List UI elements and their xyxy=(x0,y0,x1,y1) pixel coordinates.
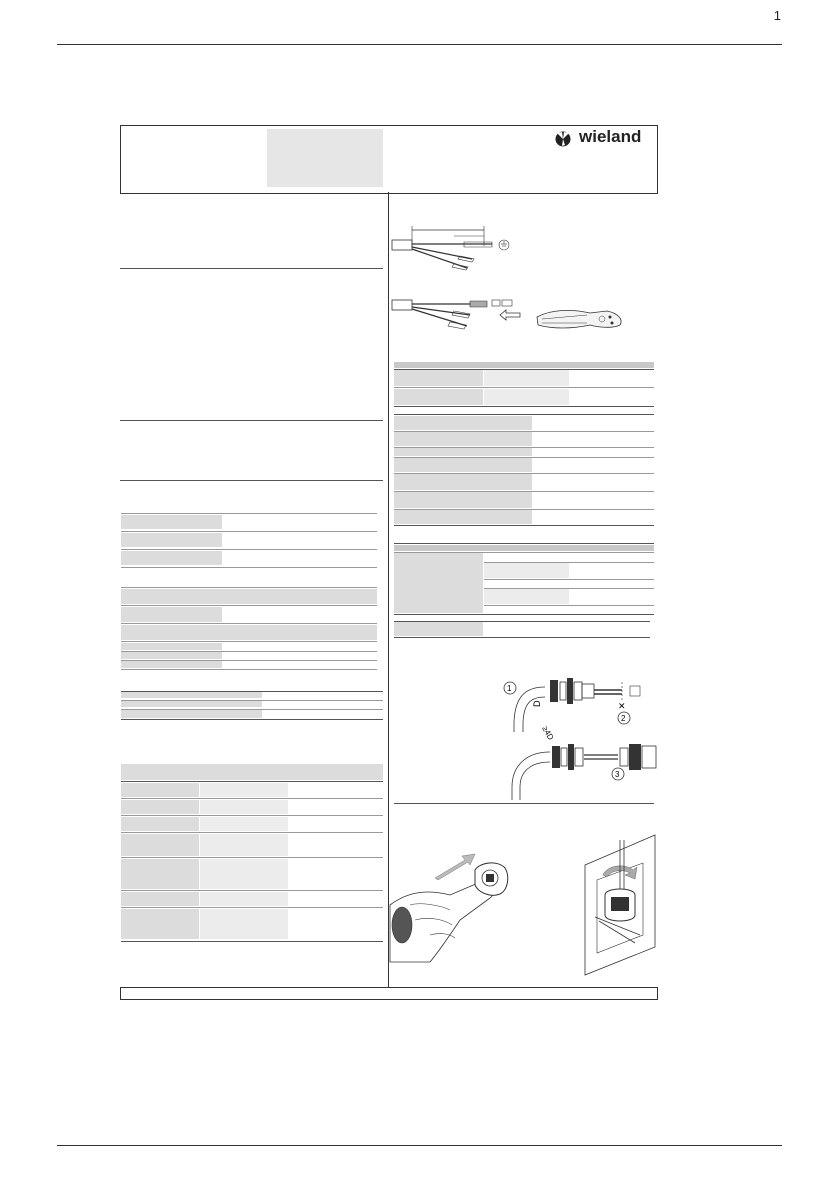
table-row-line xyxy=(121,660,377,661)
table-row-line xyxy=(394,614,654,615)
brand-name: wieland xyxy=(579,127,642,146)
left-section-rule-1 xyxy=(120,268,383,269)
table-row-line xyxy=(121,587,377,588)
table-cell xyxy=(394,492,532,508)
table-row-line xyxy=(121,641,377,642)
step-2-label: 2 xyxy=(621,714,626,723)
table-row-line xyxy=(394,637,650,638)
table-cell xyxy=(121,661,222,668)
table-cell xyxy=(121,909,199,939)
table-row-line xyxy=(394,406,654,407)
table-row-line xyxy=(394,491,654,492)
table-cell xyxy=(394,553,483,613)
table-row-line xyxy=(394,457,654,458)
table-cell xyxy=(121,800,199,814)
connector-assembly-diagram xyxy=(500,672,665,802)
table-cell xyxy=(200,909,288,939)
table-row-line xyxy=(121,781,383,782)
table-row-line xyxy=(121,605,377,606)
table-row-line xyxy=(394,431,654,432)
right-section-rule xyxy=(394,803,654,804)
table-row-line xyxy=(394,473,654,474)
table-row-line xyxy=(121,890,383,891)
table-cell xyxy=(394,510,532,524)
page-number: 1 xyxy=(773,8,781,23)
table-row-line xyxy=(121,651,377,652)
step-3-label: 3 xyxy=(615,770,620,779)
table-row-line xyxy=(394,621,650,622)
cable-stripping-diagram xyxy=(392,222,522,272)
table-row-line xyxy=(121,907,383,908)
table-row-line xyxy=(121,700,383,701)
table-cell xyxy=(394,448,532,456)
table-row-line xyxy=(394,447,654,448)
table-row-line xyxy=(121,798,383,799)
step-x-mark: ✕ xyxy=(618,701,626,711)
table-cell xyxy=(394,622,483,636)
table-cell xyxy=(121,834,199,856)
table-header-cell xyxy=(121,625,377,640)
table-row-line xyxy=(121,691,383,692)
table-cell xyxy=(200,892,288,906)
header-box xyxy=(120,125,658,194)
table-row-line xyxy=(394,525,654,526)
table-cell xyxy=(484,370,569,386)
table-cell xyxy=(394,416,532,430)
table-row-line xyxy=(121,513,377,514)
table-row-line xyxy=(121,719,383,720)
table-cell xyxy=(121,710,262,718)
table-cell xyxy=(121,701,262,707)
table-cell xyxy=(394,432,532,446)
top-page-rule xyxy=(57,44,782,45)
table-row-line xyxy=(121,531,377,532)
table-row-line xyxy=(121,709,383,710)
table-row-line xyxy=(394,552,654,553)
step-1-label: 1 xyxy=(507,684,512,693)
table-row-line xyxy=(484,579,654,580)
ground-symbol-icon xyxy=(499,240,509,250)
left-section-rule-3 xyxy=(120,480,383,481)
table-header-cell xyxy=(121,764,383,780)
table-cell xyxy=(121,692,262,698)
panel-mounting-diagram xyxy=(585,835,660,975)
table-header-cell xyxy=(394,362,654,368)
column-divider xyxy=(388,192,389,987)
table-cell xyxy=(200,817,288,831)
table-row-line xyxy=(121,941,383,942)
table-row-line xyxy=(121,549,377,550)
footer-box xyxy=(120,987,658,1000)
table-row-line xyxy=(394,387,654,388)
table-row-line xyxy=(394,509,654,510)
table-cell xyxy=(121,892,199,906)
table-row-line xyxy=(484,562,654,563)
table-row-line xyxy=(121,832,383,833)
header-shaded-field xyxy=(267,129,383,187)
table-cell xyxy=(121,783,199,797)
table-cell xyxy=(200,859,288,889)
ferrule-crimping-diagram xyxy=(392,295,632,340)
crimping-tool-icon xyxy=(537,310,621,328)
hand-insertion-diagram xyxy=(390,850,540,965)
left-arrow-icon xyxy=(500,310,520,320)
table-cell xyxy=(394,370,483,386)
table-row-line xyxy=(394,414,654,415)
table-row-line xyxy=(394,543,654,544)
table-cell xyxy=(121,817,199,831)
table-header-cell xyxy=(394,545,654,551)
table-cell xyxy=(121,859,199,889)
insertion-arrow-icon xyxy=(435,854,475,880)
table-cell xyxy=(121,607,222,622)
table-row-line xyxy=(121,669,377,670)
left-section-rule-2 xyxy=(120,420,383,421)
table-cell xyxy=(484,389,569,405)
table-cell xyxy=(394,474,532,490)
table-row-line xyxy=(121,567,377,568)
bend-radius-label: ≥4D xyxy=(540,724,556,742)
table-row-line xyxy=(121,857,383,858)
table-row-line xyxy=(484,588,654,589)
table-header-cell xyxy=(121,589,377,604)
table-cell xyxy=(484,563,569,578)
bottom-page-rule xyxy=(57,1145,782,1146)
table-cell xyxy=(200,800,288,814)
table-row-line xyxy=(484,605,654,606)
table-cell xyxy=(121,515,222,529)
table-cell xyxy=(394,389,483,405)
table-row-line xyxy=(121,815,383,816)
table-row-line xyxy=(394,369,654,370)
table-cell xyxy=(200,783,288,797)
table-cell xyxy=(121,533,222,547)
table-cell xyxy=(121,652,222,659)
table-cell xyxy=(121,643,222,650)
table-cell xyxy=(394,458,532,472)
table-cell xyxy=(121,551,222,565)
table-row-line xyxy=(121,623,377,624)
table-cell xyxy=(484,589,569,604)
diameter-label: D xyxy=(532,700,542,707)
table-cell xyxy=(200,834,288,856)
wieland-logo-icon xyxy=(553,130,573,148)
